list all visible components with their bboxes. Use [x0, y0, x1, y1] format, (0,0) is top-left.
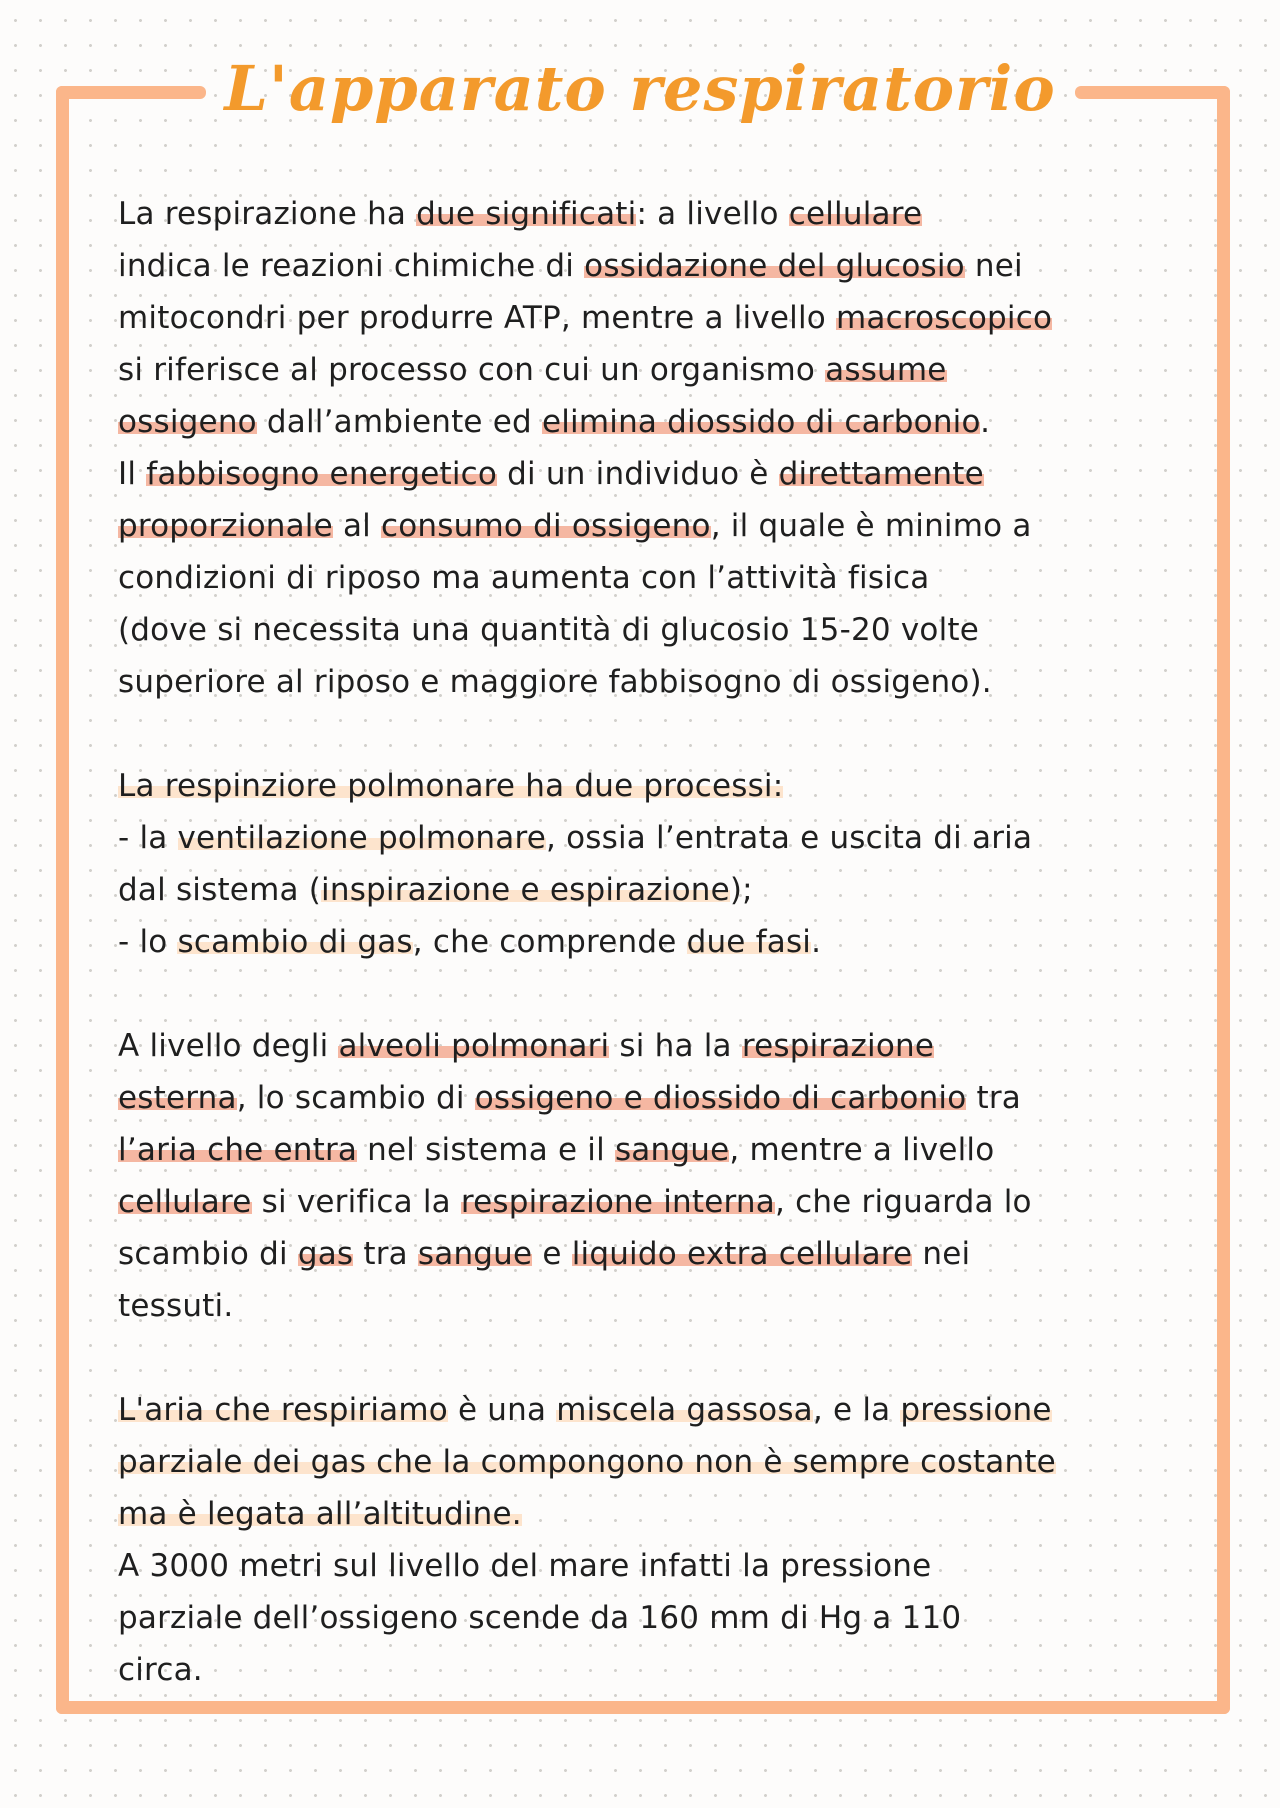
text-segment: , e la	[812, 1392, 901, 1428]
text-line	[118, 552, 1178, 604]
highlighted-phrase: ventilazione polmonare	[177, 820, 546, 856]
highlighted-phrase: due significati	[416, 196, 637, 232]
text-segment: tra	[966, 1080, 1021, 1116]
text-line	[118, 1436, 1178, 1488]
text-line	[118, 1124, 1178, 1176]
text-line	[118, 344, 1178, 396]
text-line	[118, 1228, 1178, 1280]
highlighted-phrase: l’aria che entra	[118, 1132, 358, 1168]
text-line	[118, 812, 1178, 864]
text-segment: circa.	[118, 1652, 203, 1688]
text-segment: di un individuo è	[497, 456, 779, 492]
highlighted-phrase: parziale dei gas che la compongono non è sempre costante	[118, 1444, 1056, 1480]
text-segment: al	[332, 508, 382, 544]
text-line	[118, 604, 1178, 656]
text-line	[118, 448, 1178, 500]
text-line	[118, 1488, 1178, 1540]
text-line	[118, 916, 1178, 968]
text-segment: indica le reazioni chimiche di	[118, 248, 585, 284]
text-line	[118, 292, 1178, 344]
text-line	[118, 864, 1178, 916]
frame-right-border	[1217, 86, 1230, 1714]
text-line	[118, 1280, 1178, 1332]
page-title: L'apparato respiratorio	[224, 52, 1056, 125]
highlighted-phrase: consumo di ossigeno	[381, 508, 711, 544]
text-line	[118, 1540, 1178, 1592]
highlighted-phrase: ossigeno e diossido di carbonio	[474, 1080, 967, 1116]
text-segment: dal sistema (	[118, 872, 322, 908]
text-line	[118, 1644, 1178, 1696]
highlighted-phrase: pressione	[900, 1392, 1052, 1428]
text-segment: .	[980, 404, 991, 440]
notes-body	[118, 188, 1178, 1696]
highlighted-phrase: gas	[297, 1236, 354, 1272]
text-segment: A 3000 metri sul livello del mare infatti la pressione	[118, 1548, 932, 1584]
highlighted-phrase: cellulare	[118, 1184, 252, 1220]
frame-top-right-border	[1075, 86, 1230, 99]
text-segment: - lo	[118, 924, 178, 960]
text-segment: si verifica la	[251, 1184, 461, 1220]
highlighted-phrase: ossigeno	[118, 404, 257, 440]
highlighted-phrase: assume	[825, 352, 947, 388]
text-segment: superiore al riposo e maggiore fabbisogno di ossigeno).	[118, 664, 992, 700]
text-segment: La respirazione ha	[118, 196, 417, 232]
text-segment: , ossia l’entrata e uscita di aria	[545, 820, 1033, 856]
text-line	[118, 1384, 1178, 1436]
text-segment: , lo scambio di	[236, 1080, 475, 1116]
text-line	[118, 1020, 1178, 1072]
text-segment: si ha la	[609, 1028, 742, 1064]
text-segment: , il quale è minimo a	[710, 508, 1032, 544]
text-segment: , che comprende	[412, 924, 687, 960]
paragraph	[118, 1020, 1178, 1332]
highlighted-phrase: liquido extra cellulare	[571, 1236, 913, 1272]
highlighted-phrase: sangue	[614, 1132, 730, 1168]
text-segment: , che riguarda lo	[774, 1184, 1032, 1220]
highlighted-phrase: La respinziore polmonare ha due processi:	[118, 768, 784, 804]
text-segment: tessuti.	[118, 1288, 234, 1324]
highlighted-phrase: alveoli polmonari	[338, 1028, 610, 1064]
frame-bottom-border	[56, 1701, 1230, 1714]
text-line	[118, 760, 1178, 812]
text-segment: condizioni di riposo ma aumenta con l’attività fisica	[118, 560, 930, 596]
text-segment: scambio di	[118, 1236, 298, 1272]
text-line	[118, 656, 1178, 708]
text-segment: nei	[964, 248, 1023, 284]
text-segment: si riferisce al processo con cui un organismo	[118, 352, 826, 388]
highlighted-phrase: fabbisogno energetico	[146, 456, 498, 492]
highlighted-phrase: ossidazione del glucosio	[584, 248, 965, 284]
highlighted-phrase: cellulare	[788, 196, 923, 232]
highlighted-phrase: ma è legata all’altitudine.	[118, 1496, 522, 1532]
text-segment: Il	[118, 456, 147, 492]
text-segment: A livello degli	[118, 1028, 339, 1064]
text-line	[118, 500, 1178, 552]
highlighted-phrase: direttamente	[778, 456, 984, 492]
text-segment: : a livello	[636, 196, 789, 232]
text-segment: (dove si necessita una quantità di glucosio 15-20 volte	[118, 612, 980, 648]
highlighted-phrase: inspirazione e espirazione	[321, 872, 730, 908]
paragraph	[118, 1384, 1178, 1696]
highlighted-phrase: macroscopico	[836, 300, 1053, 336]
text-line	[118, 1592, 1178, 1644]
text-segment: nel sistema e il	[357, 1132, 615, 1168]
paragraph	[118, 188, 1178, 708]
frame-top-left-border	[56, 86, 206, 99]
highlighted-phrase: miscela gassosa	[556, 1392, 813, 1428]
text-segment: nei	[912, 1236, 971, 1272]
text-segment: - la	[118, 820, 178, 856]
text-line	[118, 188, 1178, 240]
highlighted-phrase: esterna	[118, 1080, 237, 1116]
highlighted-phrase: elimina diossido di carbonio	[541, 404, 981, 440]
highlighted-phrase: respirazione	[741, 1028, 935, 1064]
highlighted-phrase: proporzionale	[118, 508, 333, 544]
highlighted-phrase: scambio di gas	[177, 924, 413, 960]
text-segment: , mentre a livello	[729, 1132, 995, 1168]
text-segment: dall’ambiente ed	[256, 404, 542, 440]
text-line	[118, 1176, 1178, 1228]
text-segment: e	[532, 1236, 572, 1272]
text-segment: );	[729, 872, 753, 908]
paragraph	[118, 760, 1178, 968]
text-line	[118, 396, 1178, 448]
highlighted-phrase: due fasi	[686, 924, 812, 960]
paragraph-gap	[118, 708, 1178, 760]
text-segment: è una	[447, 1392, 557, 1428]
highlighted-phrase: L'aria che respiriamo	[118, 1392, 448, 1428]
text-segment: parziale dell’ossigeno scende da 160 mm di Hg a 110	[118, 1600, 962, 1636]
text-segment: .	[811, 924, 822, 960]
highlighted-phrase: sangue	[417, 1236, 533, 1272]
text-segment: mitocondri per produrre ATP, mentre a livello	[118, 300, 836, 336]
text-line	[118, 240, 1178, 292]
text-line	[118, 1072, 1178, 1124]
frame-left-border	[56, 86, 69, 1714]
paragraph-gap	[118, 968, 1178, 1020]
text-segment: tra	[353, 1236, 418, 1272]
paragraph-gap	[118, 1332, 1178, 1384]
highlighted-phrase: respirazione interna	[460, 1184, 775, 1220]
